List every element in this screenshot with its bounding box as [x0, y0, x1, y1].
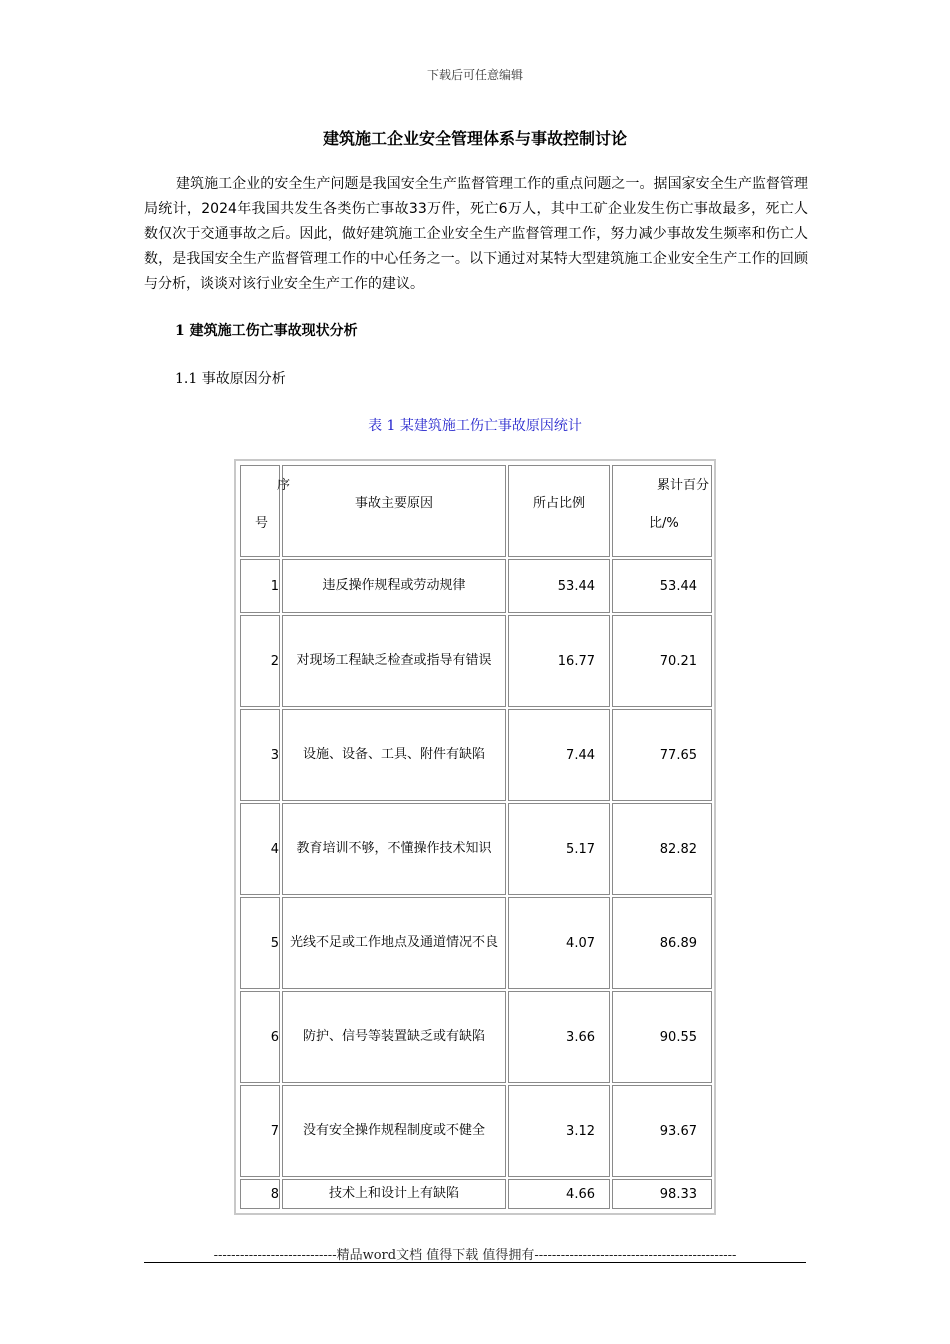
header-no-line2: 号 — [255, 516, 269, 531]
row-no: 5 — [240, 897, 280, 989]
intro-year: 2024 — [201, 201, 237, 217]
row-pct: 4.07 — [508, 897, 610, 989]
document-title: 建筑施工企业安全管理体系与事故控制讨论 — [322, 129, 627, 148]
table-row — [240, 709, 712, 801]
row-cum: 86.89 — [612, 897, 712, 989]
intro-paragraph — [144, 172, 808, 297]
row-pct: 53.44 — [508, 559, 610, 613]
intro-text-1: 建筑施工企业的安全生产问题是我国安全生产监督管理工作的重点问题之一。据国家安全生产监督管理局统计， — [144, 176, 808, 217]
intro-text-4: 万人，其中工矿企业发生伤亡事故最多，死亡人数仅次于交通事故之后。因此，做好建筑施工企业安全生产监督管理工作，努力减少事故发生频率和伤亡人数，是我国安全生产监督管理工作的中心任务之一。以下通过对某特大型建筑施工企业安全生产工作的回顾与分析，谈谈对该行业安全生产工作的建议。 — [144, 201, 809, 292]
header-cumulative — [612, 465, 712, 557]
row-cause: 设施、设备、工具、附件有缺陷 — [282, 709, 506, 801]
row-cum: 70.21 — [612, 615, 712, 707]
row-no: 6 — [240, 991, 280, 1083]
row-cum: 53.44 — [612, 559, 712, 613]
row-cum: 93.67 — [612, 1085, 712, 1177]
intro-death-count: 6 — [498, 201, 508, 217]
row-cum: 77.65 — [612, 709, 712, 801]
row-no: 1 — [240, 559, 280, 613]
table-row — [240, 897, 712, 989]
intro-accident-count: 33 — [408, 201, 427, 217]
page-header: 下载后可任意编辑 — [426, 68, 523, 82]
header-cause: 事故主要原因 — [282, 465, 506, 557]
row-no: 7 — [240, 1085, 280, 1177]
footer-text: ----------------------------精品word文档 值得下载 值得拥有---------------------------------------------- — [213, 1248, 737, 1263]
row-cause: 教育培训不够，不懂操作技术知识 — [282, 803, 506, 895]
header-pct: 所占比例 — [508, 465, 610, 557]
table-row — [240, 991, 712, 1083]
table-row — [240, 803, 712, 895]
row-cum: 82.82 — [612, 803, 712, 895]
header-no-line1: 序 — [277, 478, 291, 493]
table-caption: 表 1 某建筑施工伤亡事故原因统计 — [368, 418, 582, 434]
row-no: 8 — [240, 1179, 280, 1209]
row-pct: 3.12 — [508, 1085, 610, 1177]
row-cause: 光线不足或工作地点及通道情况不良 — [282, 897, 506, 989]
row-cause: 没有安全操作规程制度或不健全 — [282, 1085, 506, 1177]
table-row — [240, 615, 712, 707]
row-pct: 7.44 — [508, 709, 610, 801]
intro-text-2: 年我国共发生各类伤亡事故 — [236, 201, 409, 217]
header-cum-line2: 比/% — [649, 516, 679, 531]
subsection-heading: 1.1 事故原因分析 — [175, 371, 286, 387]
row-pct: 4.66 — [508, 1179, 610, 1209]
row-cause: 技术上和设计上有缺陷 — [282, 1179, 506, 1209]
row-cum: 98.33 — [612, 1179, 712, 1209]
header-no — [240, 465, 291, 557]
row-pct: 16.77 — [508, 615, 610, 707]
intro-text-3: 万件，死亡 — [426, 201, 499, 217]
row-pct: 3.66 — [508, 991, 610, 1083]
row-pct: 5.17 — [508, 803, 610, 895]
table-row — [240, 1179, 712, 1209]
row-no: 2 — [240, 615, 280, 707]
row-cum: 90.55 — [612, 991, 712, 1083]
row-no: 4 — [240, 803, 280, 895]
stats-table — [238, 463, 714, 1211]
table-row — [240, 559, 712, 613]
row-cause: 对现场工程缺乏检查或指导有错误 — [282, 615, 506, 707]
accident-cause-table — [234, 459, 716, 1215]
section-heading: 1 建筑施工伤亡事故现状分析 — [175, 323, 358, 339]
row-cause: 违反操作规程或劳动规律 — [282, 559, 506, 613]
table-row — [240, 1085, 712, 1177]
row-cause: 防护、信号等装置缺乏或有缺陷 — [282, 991, 506, 1083]
header-cum-line1: 累计百分 — [656, 478, 709, 493]
table-header-row — [240, 465, 712, 557]
footer-divider — [144, 1262, 806, 1263]
row-no: 3 — [240, 709, 280, 801]
